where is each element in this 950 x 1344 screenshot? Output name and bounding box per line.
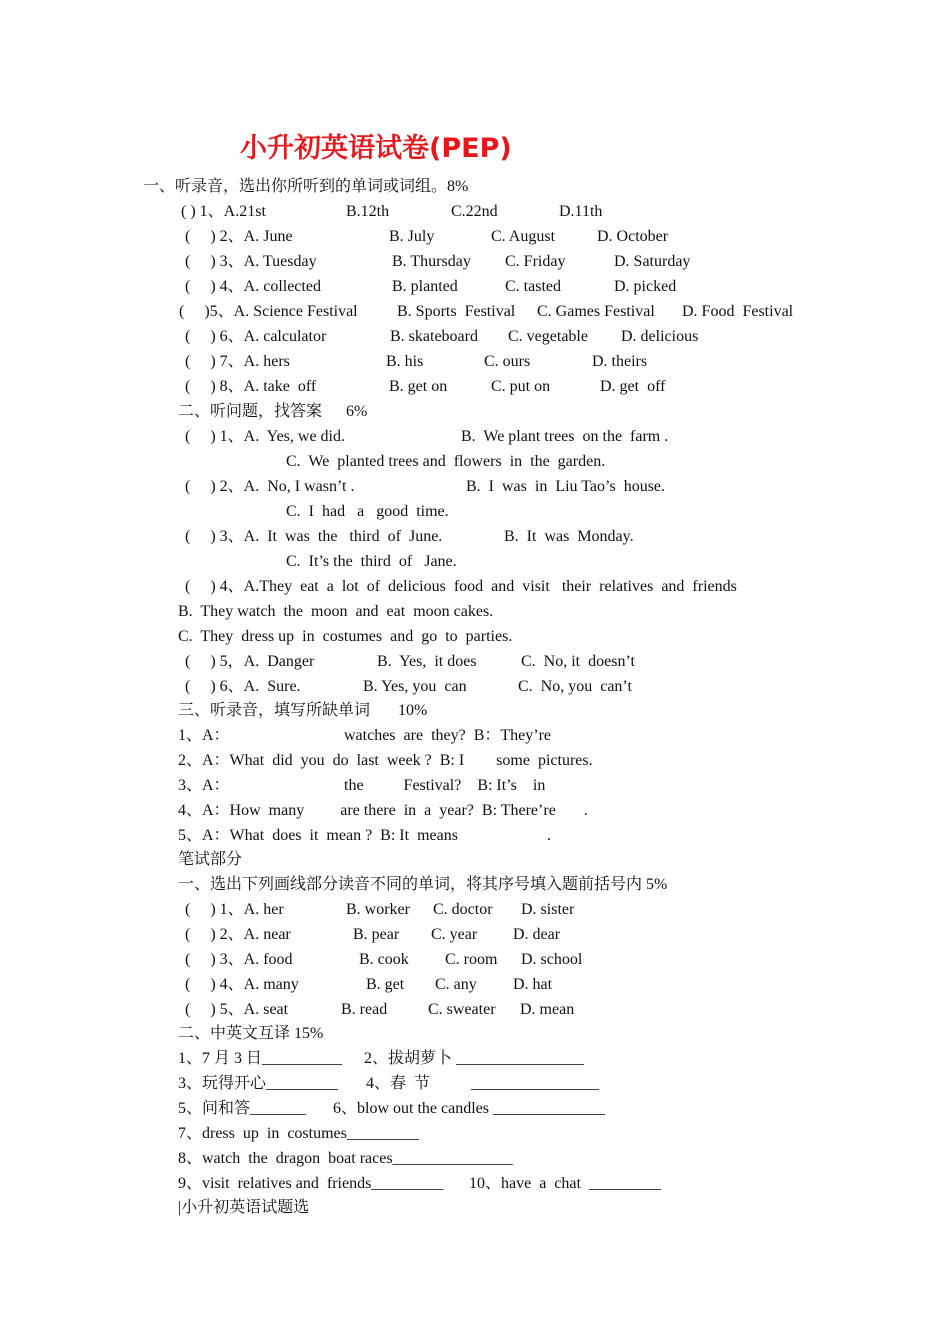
question-option-c: C. Games Festival: [537, 303, 655, 320]
fill-blank-3-text: the Festival? B: It’s in: [344, 777, 546, 794]
question-option-d: D. picked: [614, 278, 677, 295]
question-option-c: C. August: [491, 228, 556, 245]
fill-blank-5-text: 5、A：What does it mean ? B: It means: [178, 827, 458, 844]
question-option-b: B.12th: [346, 203, 390, 220]
fill-blank-4: 4、A：How many are there in a year? B: There’re .: [178, 802, 588, 819]
phonics-option-a: ( ) 3、A. food: [185, 951, 293, 968]
question-6-option-a: ( ) 6、A. Sure.: [185, 678, 301, 695]
written-part-heading: 笔试部分: [178, 851, 243, 868]
translation-item-6: 6、blow out the candles ______________: [333, 1100, 605, 1117]
phonics-option-a: ( ) 4、A. many: [185, 976, 299, 993]
phonics-option-b: B. worker: [346, 901, 410, 918]
translation-item-1: 1、7 月 3 日__________: [178, 1050, 343, 1067]
question-option-d: D. theirs: [592, 353, 648, 370]
question-option-b: B. skateboard: [390, 328, 478, 345]
fill-blank-1-text: watches are they? B：They’re: [344, 727, 552, 744]
listening-section-2-heading: 二、听问题，找答案 6%: [178, 403, 368, 420]
question-option-d: D.11th: [559, 203, 603, 220]
phonics-option-d: D. mean: [520, 1001, 575, 1018]
phonics-option-b: B. read: [341, 1001, 388, 1018]
phonics-option-d: D. dear: [513, 926, 561, 943]
listening-section-3-heading: 三、听录音，填写所缺单词 10%: [178, 702, 428, 719]
phonics-option-d: D. sister: [521, 901, 575, 918]
phonics-option-c: C. any: [435, 976, 477, 993]
page-title: 小升初英语试卷(PEP): [240, 133, 512, 164]
question-option-a: ( ) 7、A. hers: [185, 353, 290, 370]
phonics-option-d: D. school: [521, 951, 583, 968]
phonics-option-c: C. sweater: [428, 1001, 496, 1018]
phonics-option-a: ( ) 1、A. her: [185, 901, 284, 918]
question-option-b: B. planted: [392, 278, 458, 295]
translation-item-9: 9、visit relatives and friends_________: [178, 1175, 444, 1192]
translation-item-4-blank: ________________: [471, 1075, 599, 1092]
question-4-option-b: B. They watch the moon and eat moon cakes.: [178, 603, 494, 620]
question-1-option-c: C. We planted trees and flowers in the garden.: [286, 453, 606, 470]
question-1-option-a: ( ) 1、A. Yes, we did.: [185, 428, 346, 445]
question-option-c: C. ours: [484, 353, 531, 370]
translation-item-3: 3、玩得开心_________: [178, 1075, 339, 1092]
question-option-a: ( ) 8、A. take off: [185, 378, 317, 395]
question-option-b: B. Thursday: [392, 253, 471, 270]
question-option-d: D. delicious: [621, 328, 699, 345]
translation-item-2: 2、拔胡萝卜 ________________: [364, 1050, 585, 1067]
question-option-c: C.22nd: [451, 203, 498, 220]
question-option-b: B. his: [386, 353, 424, 370]
phonics-option-a: ( ) 5、A. seat: [185, 1001, 289, 1018]
question-option-b: B. Sports Festival: [397, 303, 516, 320]
question-5-option-b: B. Yes, it does: [377, 653, 477, 670]
translation-section-heading: 二、中英文互译 15%: [178, 1025, 324, 1042]
phonics-option-b: B. cook: [359, 951, 409, 968]
question-option-a: ( ) 2、A. June: [185, 228, 293, 245]
question-5-option-c: C. No, it doesn’t: [521, 653, 635, 670]
phonics-option-c: C. year: [431, 926, 478, 943]
phonics-option-b: B. pear: [353, 926, 400, 943]
question-option-d: D. October: [597, 228, 669, 245]
translation-item-7: 7、dress up in costumes_________: [178, 1125, 419, 1142]
question-option-c: C. Friday: [505, 253, 566, 270]
question-3-option-b: B. It was Monday.: [504, 528, 634, 545]
footer-text: |小升初英语试题选: [178, 1199, 310, 1216]
question-2-option-c: C. I had a good time.: [286, 503, 449, 520]
question-6-option-b: B. Yes, you can: [363, 678, 467, 695]
translation-item-4: 4、春 节: [366, 1075, 431, 1092]
question-2-option-b: B. I was in Liu Tao’s house.: [466, 478, 666, 495]
phonics-section-heading: 一、选出下列画线部分读音不同的单词，将其序号填入题前括号内 5%: [178, 876, 668, 893]
question-option-a: ( ) 1、A.21st: [181, 203, 266, 220]
question-option-d: D. Saturday: [614, 253, 691, 270]
question-4-option-a: ( ) 4、A.They eat a lot of delicious food and visit their relatives and friends: [185, 578, 737, 595]
question-5-option-a: ( ) 5，A. Danger: [185, 653, 315, 670]
translation-item-5: 5、问和答_______: [178, 1100, 307, 1117]
question-option-d: D. get off: [600, 378, 666, 395]
translation-item-8: 8、watch the dragon boat races_______________: [178, 1150, 513, 1167]
fill-blank-3-label: 3、A：: [178, 777, 230, 794]
question-option-a: ( ) 3、A. Tuesday: [185, 253, 317, 270]
question-option-c: C. vegetable: [508, 328, 588, 345]
listening-section-1-heading: 一、听录音，选出你所听到的单词或词组。8%: [143, 178, 469, 195]
translation-item-10: 10、have a chat _________: [469, 1175, 661, 1192]
phonics-option-a: ( ) 2、A. near: [185, 926, 291, 943]
phonics-option-b: B. get: [366, 976, 405, 993]
phonics-option-c: C. doctor: [433, 901, 493, 918]
question-6-option-c: C. No, you can’t: [518, 678, 632, 695]
question-option-d: D. Food Festival: [682, 303, 794, 320]
question-option-a: ( ) 4、A. collected: [185, 278, 321, 295]
question-option-c: C. tasted: [505, 278, 561, 295]
question-option-c: C. put on: [491, 378, 551, 395]
question-3-option-c: C. It’s the third of Jane.: [286, 553, 457, 570]
fill-blank-5-period: .: [547, 827, 551, 844]
question-option-a: ( )5、A. Science Festival: [179, 303, 358, 320]
fill-blank-1-label: 1、A：: [178, 727, 230, 744]
phonics-option-d: D. hat: [513, 976, 553, 993]
question-option-b: B. July: [389, 228, 435, 245]
question-option-a: ( ) 6、A. calculator: [185, 328, 327, 345]
fill-blank-2: 2、A：What did you do last week ? B: I some pictures.: [178, 752, 593, 769]
question-1-option-b: B. We plant trees on the farm .: [461, 428, 669, 445]
question-3-option-a: ( ) 3、A. It was the third of June.: [185, 528, 443, 545]
question-option-b: B. get on: [389, 378, 448, 395]
phonics-option-c: C. room: [445, 951, 498, 968]
question-4-option-c: C. They dress up in costumes and go to parties.: [178, 628, 513, 645]
question-2-option-a: ( ) 2、A. No, I wasn’t .: [185, 478, 355, 495]
